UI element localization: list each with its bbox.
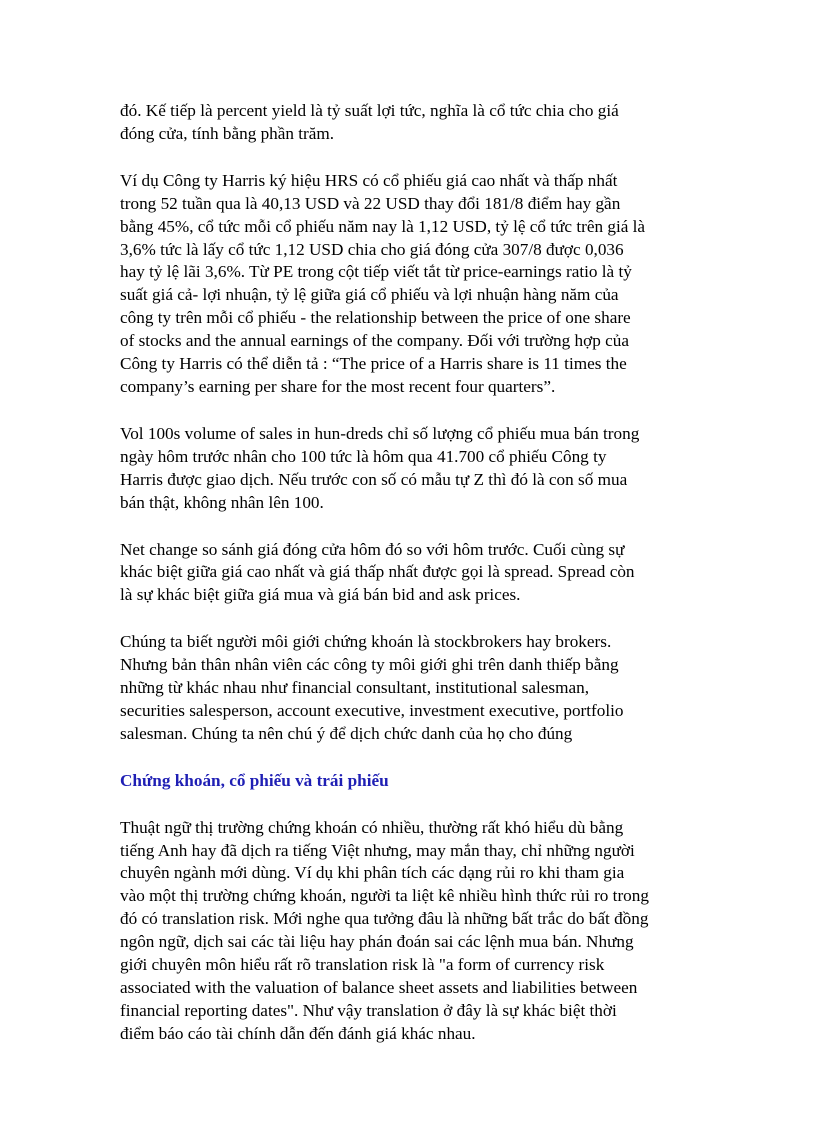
paragraph-net-change: Net change so sánh giá đóng cửa hôm đó so với hôm trước. Cuối cùng sự khác biệt giữa giá cao nhất và giá thấp nhất được gọi là spread. Spread còn là sự khác biệt giữa giá mua và giá bán bid and ask prices. (120, 539, 635, 605)
paragraph-translation-risk: Thuật ngữ thị trường chứng khoán có nhiều, thường rất khó hiểu dù bằng tiếng Anh hay đã dịch ra tiếng Việt nhưng, may mắn thay, chỉ những người chuyên ngành mới dùng. Ví dụ khi phân tích các dạng rủi ro khi tham gia vào một thị trường chứng khoán, người ta liệt kê nhiều hình thức rủi ro trong đó có translation risk. Mới nghe qua tưởng đâu là những bất trắc do bất đồng ngôn ngữ, dịch sai các tài liệu hay phán đoán sai các lệnh mua bán. Nhưng giới chuyên môn hiểu rất rõ translation risk là "a form of currency risk associated with the valuation of balance sheet assets and liabilities between financial reporting dates". Như vậy translation ở đây là sự khác biệt thời điểm báo cáo tài chính dẫn đến đánh giá khác nhau. (120, 817, 649, 1043)
paragraph-percent-yield: đó. Kế tiếp là percent yield là tỷ suất lợi tức, nghĩa là cổ tức chia cho giá đóng cửa, tính bằng phần trăm. (120, 101, 619, 143)
paragraph-volume: Vol 100s volume of sales in hun-dreds chỉ số lượng cổ phiếu mua bán trong ngày hôm trước nhân cho 100 tức là hôm qua 41.700 cổ phiếu Công ty Harris được giao dịch. Nếu trước con số có mẫu tự Z thì đó là con số mua bán thật, không nhân lên 100. (120, 423, 640, 512)
section-heading: Chứng khoán, cổ phiếu và trái phiếu (120, 770, 389, 790)
paragraph-harris-example: Ví dụ Công ty Harris ký hiệu HRS có cổ phiếu giá cao nhất và thấp nhất trong 52 tuần qua là 40,13 USD và 22 USD thay đổi 181/8 điểm hay gần bằng 45%, cổ tức mỗi cổ phiếu năm nay là 1,12 USD, tỷ lệ cổ tức trên giá là 3,6% tức là lấy cổ tức 1,12 USD chia cho giá đóng cửa 307/8 được 0,036 hay tỷ lệ lãi 3,6%. Từ PE trong cột tiếp viết tắt từ price-earnings ratio là tỷ suất giá cả- lợi nhuận, tỷ lệ giữa giá cổ phiếu và lợi nhuận hàng năm của công ty trên mỗi cổ phiếu - the relationship between the price of one share of stocks and the annual earnings of the company. Đối với trường hợp của Công ty Harris có thể diễn tả : “The price of a Harris share is 11 times the company’s earning per share for the most recent four quarters”. (120, 170, 646, 396)
paragraph-stockbrokers: Chúng ta biết người môi giới chứng khoán là stockbrokers hay brokers. Nhưng bản thân nhân viên các công ty môi giới ghi trên danh thiếp bằng những từ khác nhau như financial consultant, institutional salesman, securities salesperson, account executive, investment executive, portfolio salesman. Chúng ta nên chú ý để dịch chức danh của họ cho đúng (120, 632, 624, 743)
document-page (120, 100, 700, 1070)
